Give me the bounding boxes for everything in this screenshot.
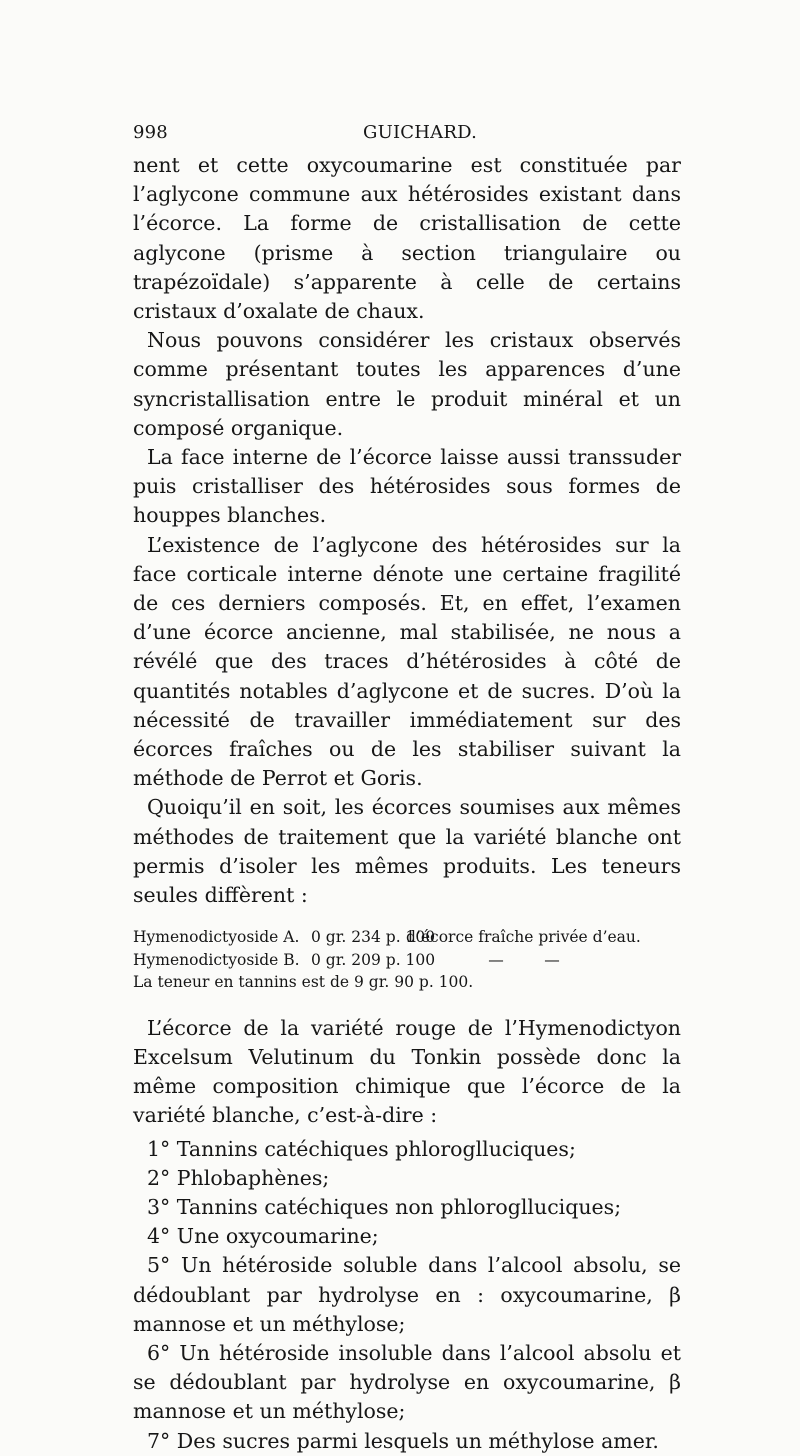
list-item: 1° Tannins catéchiques phloroglluciques;	[147, 1136, 576, 1161]
compound-amount: 0 gr. 209 p. 100	[311, 950, 436, 969]
list-item: 6° Un hétéroside insoluble dans l’alcool absolu et se dédoublant par hydrolyse en oxycoumarine, β mannose et un méthylose;	[133, 1341, 681, 1424]
table-row	[133, 926, 681, 949]
paragraph: Quoiqu’il en soit, les écorces soumises aux mêmes méthodes de traitement que la variété blanche ont permis d’isoler les mêmes produits. Les teneurs seules diffèrent :	[133, 795, 681, 908]
ditto-marks	[406, 949, 580, 972]
compound-amount: 0 gr. 234 p. 100	[311, 928, 436, 947]
content-table	[133, 926, 681, 994]
compound-name: Hymenodictyoside B.	[133, 950, 300, 969]
page-number: 998	[133, 122, 168, 143]
paragraph: L’écorce de la variété rouge de l’Hymenodictyon Excelsum Velutinum du Tonkin possède donc la même composition chimique que l’écorce de la variété blanche, c’est-à-dire :	[133, 1015, 681, 1128]
tannin-line: La teneur en tannins est de 9 gr. 90 p. 100.	[133, 973, 474, 992]
ditto-mark: —	[544, 950, 560, 969]
list-item: 4° Une oxycoumarine;	[147, 1224, 379, 1249]
page-body	[133, 151, 681, 1456]
list-item: 3° Tannins catéchiques non phloroglluciques;	[147, 1195, 622, 1219]
paragraph: L’existence de l’aglycone des hétérosides sur la face corticale interne dénote une certaine fragilité de ces derniers composés. Et, en effet, l’examen d’une écorce ancienne, mal stabilisée, ne nous a révélé que des traces d’hétérosides à côté de quantités notables d’aglycone et de sucres. D’où la nécessité de travailler immédiatement sur des écorces fraîches ou de les stabiliser suivant la méthode de Perrot et Goris.	[133, 532, 681, 791]
paragraph: La face interne de l’écorce laisse aussi transsuder puis cristalliser des hétérosides sous formes de houppes blanches.	[133, 445, 681, 528]
amount-note: d’écorce fraîche privée d’eau.	[406, 928, 641, 947]
ditto-mark: —	[488, 950, 504, 969]
list-item: 5° Un hétéroside soluble dans l’alcool absolu, se dédoublant par hydrolyse en : oxycoumarine, β mannose et un méthylose;	[133, 1253, 681, 1336]
compound-name: Hymenodictyoside A.	[133, 928, 300, 947]
paragraph: Nous pouvons considérer les cristaux observés comme présentant toutes les apparences d’une syncristallisation entre le produit minéral et un composé organique.	[133, 328, 681, 440]
paragraph: nent et cette oxycoumarine est constituée par l’aglycone commune aux hétérosides existant dans l’écorce. La forme de cristallisation de cette aglycone (prisme à section triangulaire ou trapézoïdale) s’apparente à celle de certains cristaux d’oxalate de chaux.	[133, 153, 681, 324]
running-title: GUICHARD.	[363, 122, 477, 143]
composition-list	[133, 1135, 681, 1456]
list-item: 2° Phlobaphènes;	[147, 1165, 330, 1190]
table-row	[133, 949, 681, 972]
list-item: 7° Des sucres parmi lesquels un méthylose amer.	[147, 1428, 659, 1453]
page-header	[133, 122, 681, 148]
